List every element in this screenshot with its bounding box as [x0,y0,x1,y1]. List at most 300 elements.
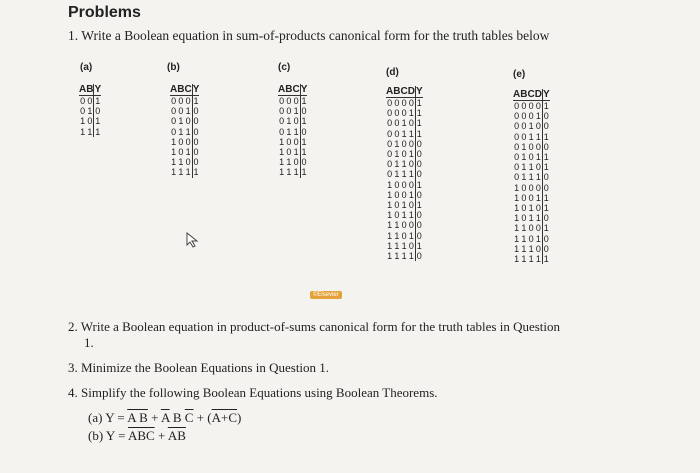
table-cell: 0 [408,220,414,231]
column-header: A [79,84,87,95]
table-cell: 1 [521,152,527,163]
column-header: C [184,84,192,95]
table-cell: 1 [416,98,422,108]
table-row [513,152,550,162]
table-row [513,101,550,112]
table-cell: 0 [171,106,177,117]
column-header: C [527,89,535,100]
table-label: (c) [278,62,291,73]
table-cell: 0 [171,96,177,106]
table-cell: 1 [171,147,177,158]
table-cell: 0 [528,141,534,152]
elsevier-logo: ©Elsevier [310,291,342,299]
table-cell: 1 [394,240,400,251]
table-cell: 0 [528,182,534,193]
table-cell: 1 [387,230,393,241]
table-cell: 0 [535,203,541,214]
table-cell: 1 [535,213,541,224]
table-cell: 0 [286,106,292,117]
table-cell: 1 [521,162,527,173]
table-row [386,231,423,241]
table-cell: 0 [528,192,534,203]
table-cell: 1 [279,147,285,158]
table-cell: 0 [521,213,527,224]
table-cell: 1 [543,192,549,203]
table-cell: 1 [401,210,407,221]
table-row [278,157,307,167]
table-cell: 1 [521,223,527,234]
table-cell: 1 [394,220,400,231]
table-row [513,162,550,172]
table-cell: 0 [279,116,285,127]
table-cell: 0 [387,108,393,119]
table-row [513,244,550,254]
table-cell: 0 [394,200,400,211]
table-cell: 0 [521,203,527,214]
q4a-term-2-c: $\overline{C}$ [184,410,194,425]
table-cell: 1 [87,106,93,117]
column-header: B [86,84,94,95]
table-cell: 1 [401,251,407,262]
table-cell: 0 [171,116,177,127]
table-row [513,172,550,182]
table-cell: 0 [387,149,393,160]
table-cell: 0 [521,101,527,111]
table-cell: 0 [416,149,422,160]
table-cell: 1 [521,141,527,152]
table-cell: 1 [293,126,299,137]
table-cell: 1 [528,254,534,265]
table-cell: 1 [387,240,393,251]
table-row [170,96,199,107]
table-cell: 1 [416,200,422,211]
question-3: 3. Minimize the Boolean Equations in Question 1. [68,360,330,375]
table-row [513,254,550,264]
table-label: (e) [513,69,526,80]
q4a-term-2-b: B [169,410,185,425]
table-cell: 1 [286,157,292,168]
table-cell: 0 [95,106,101,117]
table-cell: 0 [543,141,549,152]
table-row [513,193,550,203]
table-row [386,200,423,210]
table-cell: 0 [521,192,527,203]
table-cell: 0 [394,98,400,108]
table-cell: 1 [185,147,191,158]
table-cell: 0 [193,126,199,137]
table-cell: 1 [401,118,407,129]
table-cell: 0 [535,223,541,234]
table-cell: 0 [416,210,422,221]
table-cell: 0 [535,162,541,173]
table-row [170,137,199,147]
table-row [386,210,423,220]
table-cell: 0 [528,111,534,122]
table-cell: 0 [416,169,422,180]
q4a-plus-2: + ( [193,410,212,425]
table-cell: 1 [178,157,184,168]
table-cell: 1 [535,254,541,265]
table-cell: 0 [416,251,422,262]
table-cell: 0 [408,200,414,211]
table-cell: 1 [279,157,285,168]
table-row [79,96,101,107]
table-cell: 0 [301,106,307,117]
column-header: B [520,89,528,100]
table-cell: 0 [87,96,93,106]
table-cell: 0 [514,101,520,111]
table-cell: 0 [521,121,527,132]
table-cell: 1 [301,96,307,106]
table-cell: 0 [401,108,407,119]
table-cell: 0 [401,149,407,160]
table-cell: 1 [293,147,299,158]
table-cell: 0 [535,243,541,254]
q4a-term-3-a: A [211,410,222,425]
table-cell: 0 [543,213,549,224]
table-cell: 1 [543,223,549,234]
table-cell: 1 [394,169,400,180]
table-row [170,127,199,137]
table-row [170,147,199,157]
table-cell: 0 [408,98,414,108]
table-cell: 0 [178,96,184,106]
table-cell: 1 [528,203,534,214]
question-4: 4. Simplify the following Boolean Equations using Boolean Theorems. [68,385,438,400]
table-cell: 0 [543,243,549,254]
table-cell: 0 [279,106,285,117]
table-row [170,157,199,167]
table-cell: 0 [514,111,520,122]
table-cell: 1 [401,159,407,170]
table-cell: 0 [535,182,541,193]
table-cell: 0 [185,136,191,147]
column-header: C [400,86,408,97]
table-cell: 0 [543,233,549,244]
table-cell: 0 [387,169,393,180]
table-row [386,118,423,128]
table-cell: 1 [301,136,307,147]
table-row [278,106,307,116]
column-header: Y [300,84,308,95]
table-cell: 0 [514,162,520,173]
table-cell: 1 [178,116,184,127]
table-row [513,213,550,223]
table-row [513,234,550,244]
q4a-term-3-c: C [228,410,238,425]
table-cell: 0 [171,126,177,137]
table-row [513,203,550,213]
table-cell: 1 [535,192,541,203]
table-row [278,147,307,157]
table-cell: 0 [543,111,549,122]
column-header: Y [94,84,102,95]
table-cell: 1 [514,243,520,254]
table-cell: 0 [416,230,422,241]
table-cell: 1 [178,126,184,137]
table-cell: 0 [293,157,299,168]
q4b-plus: + [154,428,168,443]
table-cell: 0 [543,172,549,183]
table-cell: 1 [514,203,520,214]
table-cell: 1 [387,251,393,262]
table-cell: 1 [535,111,541,122]
column-header: C [292,84,300,95]
table-cell: 1 [528,162,534,173]
table-row [278,96,307,107]
page-title: Problems [68,4,141,21]
table-row [513,223,550,233]
table-row [513,121,550,131]
table-cell: 1 [401,169,407,180]
table-cell: 1 [416,240,422,251]
table-cell: 1 [535,152,541,163]
table-label: (a) [80,62,93,73]
table-row [386,180,423,190]
table-cell: 1 [293,167,299,178]
table-row [170,116,199,126]
table-cell: 1 [387,200,393,211]
table-cell: 0 [301,126,307,137]
table-cell: 1 [408,189,414,200]
table-cell: 1 [394,138,400,149]
table-cell: 1 [401,128,407,139]
table-cell: 0 [279,96,285,106]
table-row [386,159,423,169]
table-cell: 1 [394,149,400,160]
table-cell: 0 [387,98,393,108]
table-cell: 1 [408,169,414,180]
table-cell: 1 [387,220,393,231]
table-cell: 0 [521,182,527,193]
table-cell: 1 [521,233,527,244]
table-cell: 1 [416,179,422,190]
table-row [513,111,550,121]
column-header: B [393,86,401,97]
q4a-close: ) [237,410,242,425]
table-cell: 0 [408,118,414,129]
table-cell: 0 [178,136,184,147]
column-header: Y [542,89,550,100]
table-cell: 1 [286,116,292,127]
table-cell: 0 [193,157,199,168]
table-row [278,167,307,177]
column-header: B [285,84,293,95]
table-cell: 0 [528,152,534,163]
table-cell: 0 [514,121,520,132]
column-header: D [534,89,542,100]
table-cell: 0 [543,121,549,132]
table-row [170,167,199,177]
table-cell: 1 [514,213,520,224]
table-row [386,98,423,109]
table-cell: 0 [185,116,191,127]
table-cell: 1 [301,116,307,127]
table-cell: 0 [528,223,534,234]
table-cell: 0 [193,116,199,127]
table-cell: 0 [87,116,93,127]
table-row [278,127,307,137]
table-cell: 0 [528,233,534,244]
table-row [386,251,423,261]
table-cell: 1 [514,192,520,203]
question-1: 1. Write a Boolean equation in sum-of-products canonical form for the truth tables below [68,28,550,43]
table-cell: 1 [416,128,422,139]
question-4b [88,428,186,444]
question-2-continuation: 1. [84,335,94,350]
column-header: Y [192,84,200,95]
table-cell: 0 [535,121,541,132]
table-cell: 0 [401,98,407,108]
table-cell: 0 [286,96,292,106]
table-cell: 0 [401,138,407,149]
table-cell: 1 [408,251,414,262]
table-row [386,169,423,179]
table-cell: 0 [514,172,520,183]
q4a-term-1: A B [127,410,148,425]
table-cell: 1 [408,230,414,241]
table-cell: 1 [543,131,549,142]
table-cell: 0 [394,118,400,129]
table-cell: 0 [514,141,520,152]
column-header: A [513,89,521,100]
table-row [386,190,423,200]
table-cell: 1 [286,167,292,178]
table-cell: 1 [87,126,93,137]
table-cell: 1 [528,121,534,132]
table-row [79,116,101,126]
table-cell: 1 [528,131,534,142]
table-cell: 1 [535,131,541,142]
table-cell: 0 [394,189,400,200]
table-cell: 1 [528,243,534,254]
column-header: Y [415,86,423,97]
table-cell: 1 [521,243,527,254]
table-row [513,183,550,193]
table-cell: 0 [528,101,534,111]
table-cell: 1 [185,126,191,137]
table-cell: 1 [514,223,520,234]
table-cell: 1 [416,118,422,129]
table-cell: 1 [394,159,400,170]
column-header: A [386,86,394,97]
table-cell: 1 [408,128,414,139]
table-row [386,139,423,149]
table-cell: 0 [80,96,86,106]
table-cell: 1 [521,254,527,265]
table-row [79,106,101,116]
table-cell: 0 [394,179,400,190]
table-cell: 1 [408,210,414,221]
table-cell: 1 [514,254,520,265]
table-cell: 1 [387,189,393,200]
table-cell: 1 [185,106,191,117]
table-cell: 0 [178,106,184,117]
table-cell: 1 [528,213,534,224]
table-cell: 1 [95,96,101,106]
table-cell: 1 [387,210,393,221]
table-cell: 0 [416,138,422,149]
q4a-term-2-a: $\overline{A}$ [160,410,170,425]
column-header: A [278,84,286,95]
table-cell: 0 [387,138,393,149]
table-cell: 1 [408,108,414,119]
q4b-prefix: (b) Y = [88,428,128,443]
table-cell: 1 [185,167,191,178]
table-cell: 0 [178,147,184,158]
table-cell: 1 [171,136,177,147]
table-cell: 1 [401,240,407,251]
table-row [278,137,307,147]
table-cell: 0 [521,111,527,122]
table-cell: 0 [408,240,414,251]
table-cell: 1 [514,182,520,193]
q4b-term-2: $\overline{AB}$ [167,428,186,443]
table-cell: 0 [387,128,393,139]
table-cell: 0 [543,182,549,193]
table-cell: 1 [293,106,299,117]
table-cell: 0 [535,141,541,152]
table-cell: 0 [301,157,307,168]
table-cell: 1 [193,96,199,106]
table-cell: 0 [193,147,199,158]
table-row [386,108,423,118]
table-cell: 0 [286,147,292,158]
table-cell: 0 [408,179,414,190]
table-cell: 0 [521,131,527,142]
table-cell: 0 [408,138,414,149]
table-cell: 0 [185,96,191,106]
table-cell: 1 [528,172,534,183]
table-cell: 1 [178,167,184,178]
table-row [386,149,423,159]
table-cell: 1 [514,233,520,244]
table-cell: 0 [394,108,400,119]
table-cell: 0 [387,159,393,170]
q4a-plus-1: + [147,410,161,425]
q4a-prefix: (a) Y = [88,410,128,425]
table-cell: 1 [95,116,101,127]
table-cell: 0 [408,159,414,170]
table-cell: 0 [416,220,422,231]
table-cell: 0 [401,230,407,241]
table-cell: 1 [80,116,86,127]
column-header: B [177,84,185,95]
table-cell: 0 [293,116,299,127]
table-cell: 1 [286,126,292,137]
table-cell: 1 [543,162,549,173]
q4a-term-3 [212,410,237,425]
table-cell: 0 [535,101,541,111]
table-cell: 1 [535,233,541,244]
table-label: (b) [167,62,180,73]
table-cell: 1 [543,101,549,111]
table-cell: 0 [401,189,407,200]
table-cell: 1 [394,230,400,241]
mouse-cursor-icon [186,232,200,248]
table-cell: 0 [279,126,285,137]
table-row [386,241,423,251]
table-cell: 1 [401,200,407,211]
table-cell: 1 [394,251,400,262]
table-cell: 0 [416,159,422,170]
table-cell: 1 [521,172,527,183]
table-cell: 1 [95,126,101,137]
table-cell: 1 [535,172,541,183]
table-cell: 1 [171,167,177,178]
table-cell: 0 [286,136,292,147]
column-header: A [170,84,178,95]
